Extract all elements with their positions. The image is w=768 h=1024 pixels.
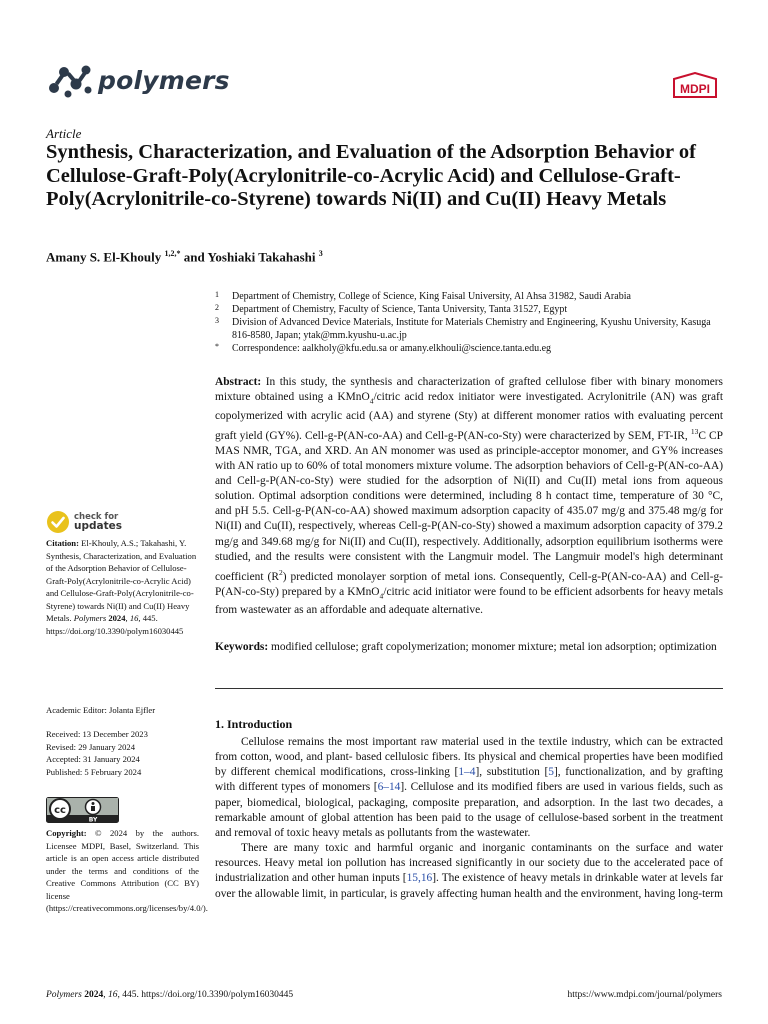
copyright-block	[46, 827, 208, 915]
svg-text:cc: cc	[54, 805, 66, 816]
affiliations	[215, 290, 725, 355]
citation-year: 2024	[108, 613, 126, 623]
publication-dates	[46, 728, 198, 778]
badge-line: check for	[74, 511, 119, 522]
paragraph	[215, 735, 723, 841]
footer-volume: 16	[108, 990, 118, 1000]
badge-line: updates	[74, 520, 122, 532]
citation-link[interactable]: 15,16	[406, 872, 433, 885]
citation-link[interactable]: 5	[548, 766, 554, 779]
polymers-logo-icon	[46, 60, 94, 100]
abstract-label: Abstract:	[215, 376, 262, 388]
affiliation-text: Department of Chemistry, Faculty of Science, Tanta University, Tanta 31527, Egypt	[232, 304, 568, 315]
article-title: Synthesis, Characterization, and Evaluation of the Adsorption Behavior of Cellulose-Graft-Poly(Acrylonitrile-co-Acrylic Acid) and Cellulose-Graft-Poly(Acrylonitrile-co-Styrene) towards Ni(II) and Cu(II) Heavy Metals	[46, 141, 696, 210]
superscript: 2	[278, 567, 283, 577]
affiliation-2	[215, 303, 725, 316]
affiliation-text: Department of Chemistry, College of Science, King Faisal University, Al Ahsa 31982, Saudi Arabia	[232, 291, 631, 302]
footer-year: 2024	[84, 990, 104, 1000]
received-date: Received: 13 December 2023	[46, 729, 148, 739]
journal-logo[interactable]	[46, 60, 230, 100]
citation-link[interactable]: 1–4	[458, 766, 476, 779]
abstract-text: ) predicted monolayer sorption of metal ions. Consequently, Cell-g-P(AN-co-AA) and Cell-g-P(AN-co-Sty) prepared by a KMnO	[215, 570, 723, 598]
citation-link[interactable]: 6–14	[377, 781, 401, 794]
abstract-text: In this study, the synthesis and characterization of grafted cellulose fiber with binary monomers mixture obtained using a KMnO	[215, 376, 723, 404]
paragraph	[215, 841, 723, 902]
copyright-label: Copyright:	[46, 828, 87, 838]
article-type: Article	[46, 126, 82, 141]
section-heading: 1. Introduction	[215, 717, 293, 731]
keywords-text: modified cellulose; graft copolymerization; monomer mixture; metal ion adsorption; optimization	[271, 641, 717, 653]
abstract-text: C CP MAS NMR, TGA, and XRD. An AN monomer was used as principle-acceptor monomer, and GY% increases with AN ratio up to 60% of total monomers mixture volume. The adsorption behaviors of Cell-g-P(AN-co-AA) and Cell-g-P(AN-co-Sty) were studied for the adsorption of Ni(II) and Cu(II) metal ions from aqueous solution. Optimal adsorption conditions were determined, including 8 h contact time, temperature of 30 °C, and pH 5.5. Cell-g-P(AN-co-AA) showed maximum adsorption capacity of 435.07 mg/g and 375.48 mg/g for Ni(II) and Cu(II), respectively, whereas Cell-g-P(AN-co-Sty) showed a maximum adsorption capacity of 379.2 mg/g and 349.68 mg/g for Ni(II) and Cu(II), respectively. Additionally, adsorption equilibrium isotherms were studied, and the results were consistent with the Langmuir model. The Langmuir model's high determinant coefficient (R	[215, 429, 723, 583]
abstract	[215, 375, 723, 619]
citation-text: El-Khouly, A.S.; Takahashi, Y. Synthesis, Characterization, and Evaluation of the Adsorption Behavior of Cellulose-Graft-Poly(Acrylonitrile-co-Acrylic Acid) and Cellulose-Graft-Poly(Acrylonitrile-co-Styrene) towards Ni(II) and Cu(II) Heavy Metals.	[46, 538, 197, 623]
introduction-body	[215, 735, 723, 902]
affiliation-mark: 3	[215, 316, 219, 325]
author-1[interactable]: Amany S. El-Khouly	[46, 249, 162, 265]
author-list	[46, 249, 323, 265]
subscript: 4	[379, 591, 384, 601]
copyright-text: © 2024 by the authors. Licensee MDPI, Basel, Switzerland. This article is an open access article distributed under the terms and conditions of the Creative Commons Attribution (CC BY) license (https://creativecommons.org/licenses/by/4.0/).	[46, 828, 208, 913]
keywords	[215, 640, 723, 655]
citation-block: Citation: El-Khouly, A.S.; Takahashi, Y. Synthesis, Characterization, and Evaluation of the Adsorption Behavior of Cellulose-Graft-Poly(Acrylonitrile-co-Acrylic Acid) and Cellulose-Graft-Poly(Acrylonitrile-co-Styrene) towards Ni(II) and Cu(II) Heavy Metals. Polymers 2024, 16, 445. https://doi.org/10.3390/polym16030445	[46, 538, 197, 636]
paragraph-text: Cellulose remains the most important raw material used in the textile industry, which can be extracted from cotton, wood, and plant- based cellulosic fibers. Its physical and chemical properties have been modified by different chemical modifications, cross-linking [	[215, 736, 723, 779]
correspondence-text: Correspondence: aalkholy@kfu.edu.sa or amany.elkhouli@science.tanta.edu.eg	[232, 343, 552, 354]
citation-volume: 16	[129, 613, 139, 623]
badge-label	[74, 513, 122, 532]
subscript: 4	[369, 396, 374, 406]
journal-header	[46, 60, 722, 106]
published-date: Published: 5 February 2024	[46, 766, 142, 777]
paragraph-text: ], substitution [	[475, 766, 549, 779]
check-for-updates-badge[interactable]	[46, 510, 122, 534]
revised-date: Revised: 29 January 2024	[46, 741, 136, 752]
footer-doi[interactable]: , 445. https://doi.org/10.3390/polym16030445	[117, 990, 294, 1000]
keywords-label: Keywords:	[215, 641, 269, 653]
affiliation-3	[215, 316, 725, 342]
abstract-text: /citric acid redox initiator were investigated. Acrylonitrile (AN) was graft copolymerized with acrylic acid (AA) and styrene (Sty) at different monomer ratios with evaluating percent graft yield (GY%). Cell-g-P(AN-co-AA) and Cell-g-P(AN-co-Sty) were characterized by SEM, FT-IR,	[215, 391, 723, 442]
paragraph-text: There are many toxic and harmful organic and inorganic contaminants on the surface and water resources. Heavy metal ion pollution has increased significantly in our society due to the accelerated pace of industrialization and other human inputs [	[215, 842, 723, 885]
academic-editor: Academic Editor: Jolanta Ejfler	[46, 705, 156, 715]
affiliation-mark: 1	[215, 290, 219, 299]
paragraph-text: ]. Cellulose and its modified fibers are used in various fields, such as paper, biomedical, biological, packaging, composite preparation, and adsorption. In the last two decades, a remarkable amount of global attention has been paid to the usage of cellulose-based sorbent in the treatment and removal of toxic heavy metals as pollutants from the wastewater.	[215, 781, 723, 839]
citation-label: Citation:	[46, 538, 79, 548]
footer-journal-url[interactable]: https://www.mdpi.com/journal/polymers	[567, 990, 722, 1000]
superscript: 13	[690, 426, 699, 436]
affiliation-mark: *	[215, 342, 219, 351]
section-divider	[215, 688, 723, 689]
cc-by-label: BY	[88, 816, 98, 823]
check-for-updates-icon	[46, 510, 70, 534]
page-footer: Polymers 2024, 16, 445. https://doi.org/10.3390/polym16030445 https://www.mdpi.com/journal/polymers	[46, 990, 722, 1000]
author-2[interactable]: Yoshiaki Takahashi	[207, 249, 316, 265]
mdpi-logo-icon[interactable]	[668, 72, 722, 98]
publisher-name: MDPI	[680, 82, 710, 96]
cc-by-license-icon[interactable]	[46, 797, 119, 823]
affiliation-text: Division of Advanced Device Materials, Institute for Materials Chemistry and Engineering, Kyushu University, Kasuga 816-8580, Japan; ytak@mm.kyushu-u.ac.jp	[232, 317, 711, 341]
footer-journal: Polymers	[46, 990, 82, 1000]
accepted-date: Accepted: 31 January 2024	[46, 754, 140, 764]
paragraph-text: ]. The existence of heavy metals in drinkable water at levels far over the allowable limit, in particular, is gravely affecting human health and the environment, having long-term	[215, 872, 723, 900]
correspondence	[215, 342, 725, 355]
paragraph-text: ], functionalization, and by grafting with different types of monomers [	[215, 766, 724, 794]
author-1-affiliations: 1,2,*	[164, 249, 181, 258]
citation-doi[interactable]: , 445. https://doi.org/10.3390/polym16030445	[46, 613, 184, 636]
affiliation-1	[215, 290, 725, 303]
affiliation-mark: 2	[215, 303, 219, 312]
author-2-affiliations: 3	[318, 249, 323, 258]
journal-name: polymers	[98, 65, 230, 95]
citation-journal: Polymers	[73, 613, 107, 623]
abstract-text: /citric acid initiator were found to be efficient adsorbents for heavy metals from wastewater as an affordable and adequate alternative.	[215, 585, 724, 617]
author-conjunction: and	[183, 249, 205, 265]
